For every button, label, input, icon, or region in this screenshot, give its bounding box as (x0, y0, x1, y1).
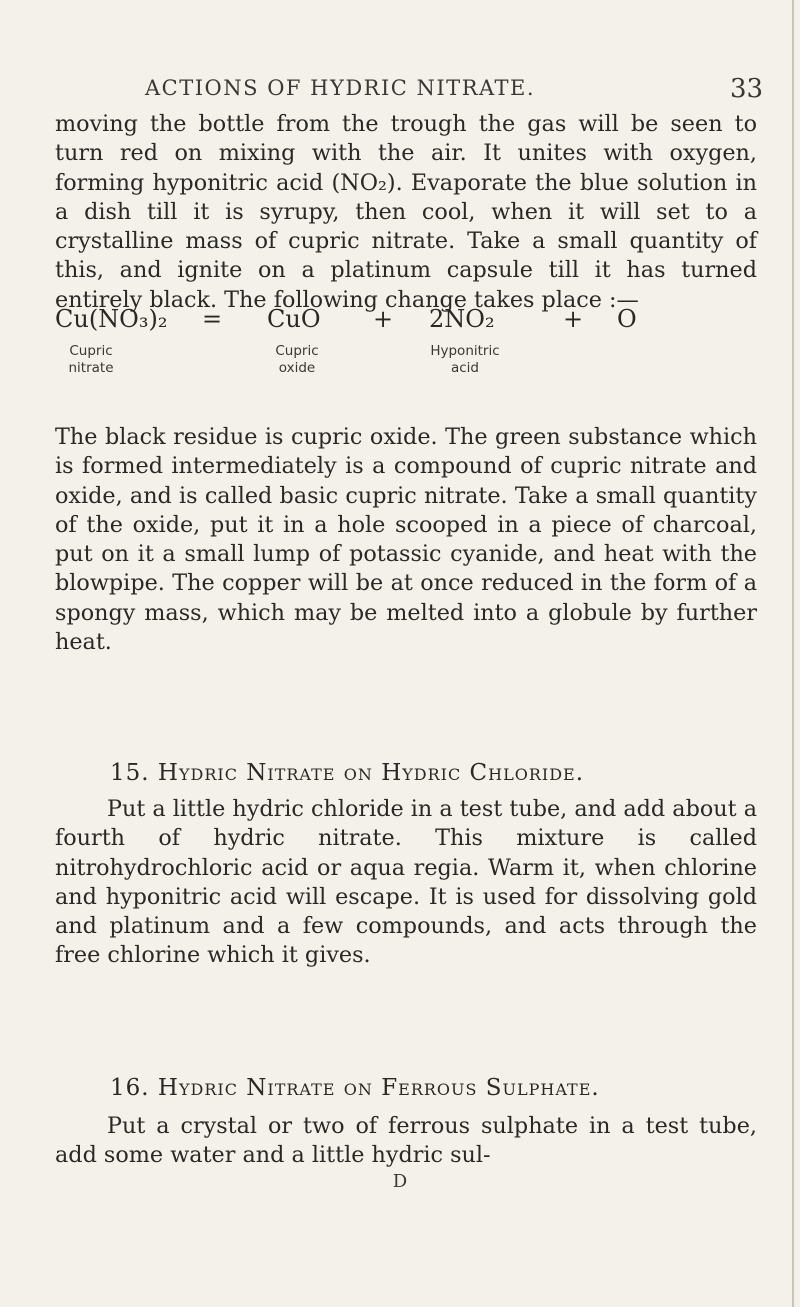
equation-equals-sign: = (202, 305, 223, 333)
equation-reactant: Cu(NO₃)₂ (55, 305, 168, 333)
running-title: ACTIONS OF HYDRIC NITRATE. (145, 76, 536, 100)
section-heading-15: 15. Hydric Nitrate on Hydric Chloride. (110, 760, 585, 786)
paragraph-ferrous-sulphate: Put a crystal or two of ferrous sulphate in a test tube, add some water and a little hydric sul- (55, 1113, 757, 1169)
page-number: 33 (730, 74, 764, 104)
running-head (0, 64, 800, 104)
paragraph-aqua-regia: Put a little hydric chloride in a test tube, and add about a fourth of hydric nitrate. This mixture is called nitrohydrochloric acid or aqua regia. Warm it, when chlorine and hyponitric acid will escape. It is used for dissolving gold and platinum and a few compounds, and acts through the free chlorine which it gives. (55, 796, 757, 969)
equation-product-hyponitric-acid: 2NO₂ (429, 305, 495, 333)
equation-row (55, 305, 757, 339)
equation-product-cupric-oxide: CuO (267, 305, 321, 333)
equation-label-cupric-nitrate: Cupric nitrate (68, 343, 114, 376)
paragraph-black-residue: The black residue is cupric oxide. The green substance which is formed intermediately is a compound of cupric nitrate and oxide, and is called basic cupric nitrate. Take a small quantity of the oxide, put it in a hole scooped in a piece of charcoal, put on it a small lump of potassic cyanide, and heat with the blowpipe. The copper will be at once reduced in the form of a spongy mass, which may be melted into a globule by further heat. (55, 424, 757, 656)
equation-label-hyponitric-acid: Hyponitric acid (430, 343, 500, 376)
signature-mark: D (392, 1171, 408, 1192)
page-edge-line (792, 0, 794, 1307)
equation-label-cupric-oxide: Cupric oxide (275, 343, 319, 376)
chemical-equation (55, 305, 757, 395)
paragraph-cupric-nitrate: moving the bottle from the trough the gas will be seen to turn red on mixing with the air. It unites with oxygen, forming hyponitric acid (NO₂). Evaporate the blue solution in a dish till it is syrupy, then cool, when it will set to a crystalline mass of cupric nitrate. Take a small quantity of this, and ignite on a platinum capsule till it has turned entirely black. The following change takes place :— (55, 111, 757, 313)
equation-plus-sign: + (373, 305, 394, 333)
equation-plus-sign-2: + (563, 305, 584, 333)
section-heading-16: 16. Hydric Nitrate on Ferrous Sulphate. (110, 1075, 600, 1101)
equation-product-oxygen: O (617, 305, 637, 333)
